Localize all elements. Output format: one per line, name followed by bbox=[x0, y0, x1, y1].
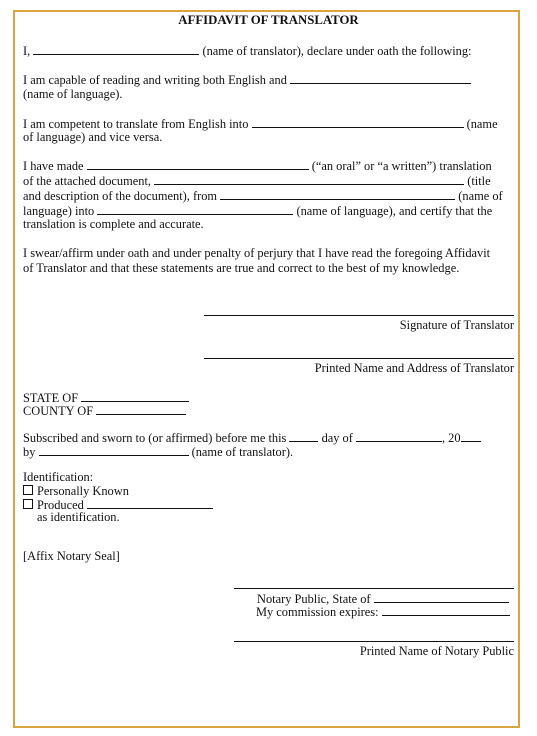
translator-name-field[interactable] bbox=[33, 43, 199, 55]
sworn-translator-field[interactable] bbox=[39, 444, 189, 456]
translation-text-e: and description of the document), from bbox=[23, 189, 218, 203]
sworn-text-b: day of bbox=[321, 431, 353, 445]
sworn-by-label: by bbox=[23, 445, 36, 459]
translation-text-a: I have made bbox=[23, 159, 84, 173]
translation-text-f: (name of bbox=[458, 189, 503, 203]
language-field-1[interactable] bbox=[290, 72, 471, 84]
capability-line-1 bbox=[23, 72, 471, 88]
produced-label: Produced bbox=[37, 498, 84, 512]
personally-known-checkbox[interactable] bbox=[23, 485, 33, 495]
sworn-text-a: Subscribed and sworn to (or affirmed) before me this bbox=[23, 431, 287, 445]
translation-text-b: (“an oral” or “a written”) translation bbox=[311, 159, 492, 173]
day-field[interactable] bbox=[289, 430, 318, 442]
declaration-text: (name of translator), declare under oath the following: bbox=[202, 44, 472, 58]
translation-line-1 bbox=[23, 158, 492, 174]
notary-state-label: Notary Public, State of bbox=[257, 592, 371, 606]
translation-text-g: language) into bbox=[23, 204, 95, 218]
notary-signature-line[interactable] bbox=[234, 588, 514, 589]
competence-text: I am competent to translate from English into bbox=[23, 117, 249, 131]
produced-checkbox[interactable] bbox=[23, 499, 33, 509]
notary-printed-name-line[interactable] bbox=[234, 641, 514, 642]
month-field[interactable] bbox=[356, 430, 442, 442]
state-label: STATE OF bbox=[23, 391, 79, 405]
translation-line-2 bbox=[23, 173, 491, 189]
translation-type-field[interactable] bbox=[87, 158, 309, 170]
notary-seal-placeholder: [Affix Notary Seal] bbox=[23, 549, 120, 563]
sworn-text-e: (name of translator). bbox=[191, 445, 294, 459]
as-identification-text: as identification. bbox=[37, 510, 120, 524]
translation-text-h: (name of language), and certify that the bbox=[296, 204, 493, 218]
oath-line-2: of Translator and that these statements are true and correct to the best of my knowledge. bbox=[23, 261, 460, 275]
county-label: COUNTY OF bbox=[23, 404, 94, 418]
commission-label: My commission expires: bbox=[256, 605, 379, 619]
printed-name-line[interactable] bbox=[204, 358, 514, 359]
sworn-line-2 bbox=[23, 444, 293, 460]
translation-line-3 bbox=[23, 188, 503, 204]
commission-expiry-field[interactable] bbox=[382, 604, 510, 616]
document-title-field[interactable] bbox=[154, 173, 464, 185]
personally-known-label: Personally Known bbox=[37, 484, 129, 498]
language-field-2[interactable] bbox=[252, 116, 464, 128]
printed-name-label: Printed Name and Address of Translator bbox=[314, 361, 514, 375]
signature-line[interactable] bbox=[204, 315, 514, 316]
competence-line-2: of language) and vice versa. bbox=[23, 130, 163, 144]
translation-line-5: translation is complete and accurate. bbox=[23, 217, 204, 231]
competence-name-label: (name bbox=[466, 117, 498, 131]
capability-text: I am capable of reading and writing both English and bbox=[23, 73, 287, 87]
target-language-field[interactable] bbox=[97, 203, 293, 215]
notary-printed-name-label: Printed Name of Notary Public bbox=[359, 644, 514, 658]
declaration-line bbox=[23, 43, 472, 59]
source-language-field[interactable] bbox=[220, 188, 455, 200]
document-title: AFFIDAVIT OF TRANSLATOR bbox=[178, 13, 359, 27]
signature-label: Signature of Translator bbox=[399, 318, 514, 332]
county-line bbox=[23, 403, 186, 419]
translation-text-d: (title bbox=[467, 174, 491, 188]
oath-line-1: I swear/affirm under oath and under penalty of perjury that I have read the foregoing Affidavit bbox=[23, 246, 491, 260]
capability-line-2: (name of language). bbox=[23, 87, 123, 101]
county-field[interactable] bbox=[96, 403, 186, 415]
state-field[interactable] bbox=[81, 390, 189, 402]
notary-state-field[interactable] bbox=[374, 591, 509, 603]
translation-text-c: of the attached document, bbox=[23, 174, 151, 188]
identification-heading: Identification: bbox=[23, 470, 94, 484]
declaration-prefix: I, bbox=[23, 44, 31, 58]
year-field[interactable] bbox=[461, 430, 481, 442]
commission-line bbox=[256, 604, 510, 620]
sworn-year-prefix: , 20 bbox=[441, 431, 461, 445]
produced-id-field[interactable] bbox=[87, 497, 213, 509]
